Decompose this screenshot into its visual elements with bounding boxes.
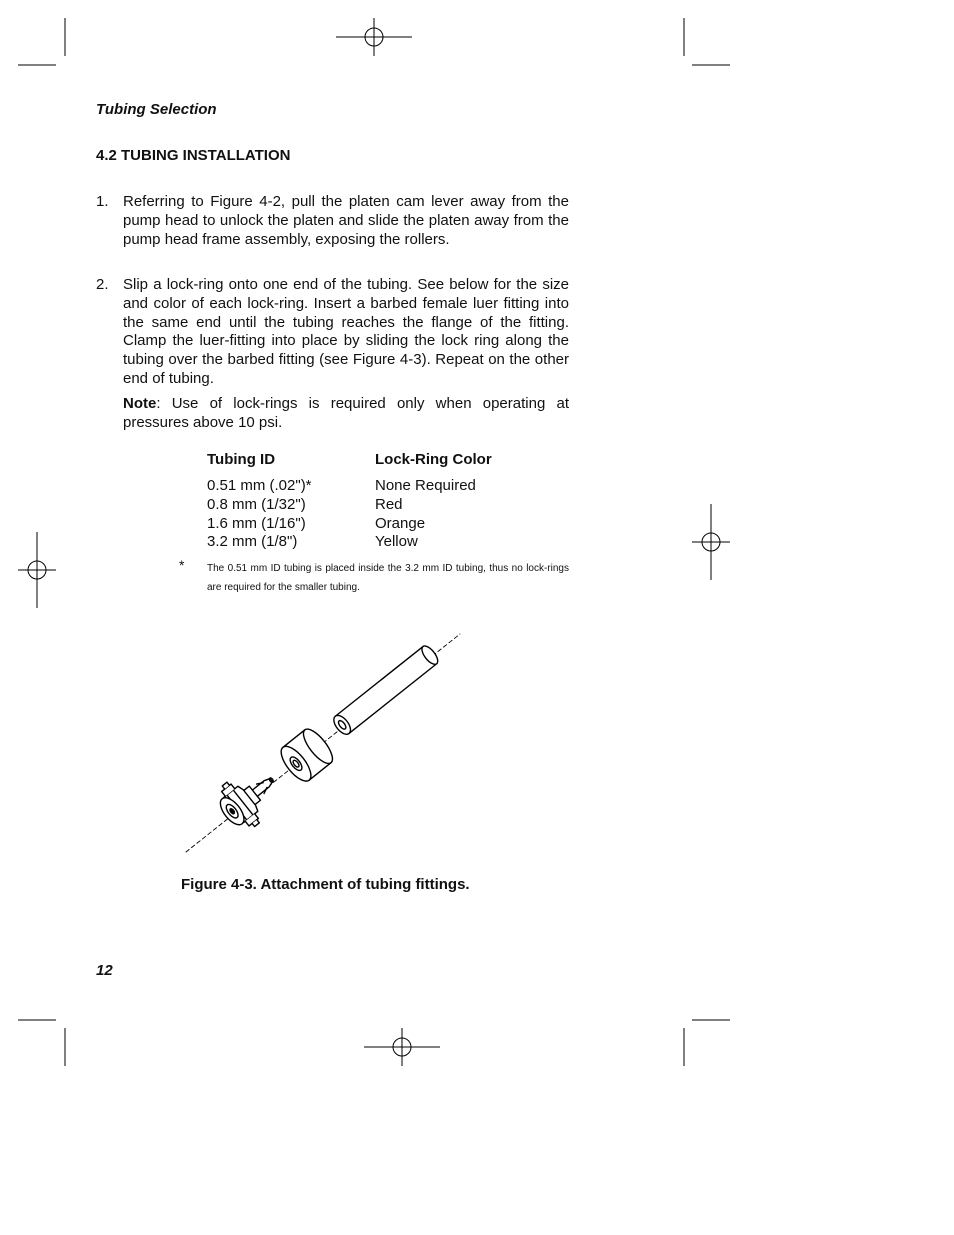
footnote-text: The 0.51 mm ID tubing is placed inside the 3.2 mm ID tubing, thus no lock-rings are required for the smaller tubing. bbox=[207, 563, 569, 593]
tubing-id-cell: 1.6 mm (1/16") bbox=[207, 514, 306, 532]
note-label: Note bbox=[123, 395, 157, 412]
step-2 bbox=[96, 276, 569, 389]
column-header-lock-ring-color: Lock-Ring Color bbox=[375, 451, 492, 468]
step-1 bbox=[96, 193, 569, 249]
step-text: Referring to Figure 4-2, pull the platen cam lever away from the pump head to unlock the platen and slide the platen away from the pump head frame assembly, exposing the rollers. bbox=[123, 193, 569, 248]
figure-caption: Figure 4-3. Attachment of tubing fittings. bbox=[181, 876, 470, 893]
step-number: 2. bbox=[96, 276, 109, 293]
tubing-id-cell: 3.2 mm (1/8") bbox=[207, 533, 298, 551]
tubing-id-cell: 0.8 mm (1/32") bbox=[207, 495, 306, 513]
tubing-id-cell: 0.51 mm (.02")* bbox=[207, 477, 312, 494]
lock-ring-color-cell: Red bbox=[375, 495, 403, 513]
step-text: Slip a lock-ring onto one end of the tubing. See below for the size and color of each lock-ring. Insert a barbed female luer fitting into the same end until the tubing reaches the flange of the fitting. Clamp the luer-fitting into place by sliding the lock ring along the tubing over the barbed fitting (see Figure 4-3). Repeat on the other end of tubing. bbox=[123, 276, 569, 387]
footnote-marker: * bbox=[179, 557, 185, 573]
page-number: 12 bbox=[96, 962, 113, 979]
lock-ring-color-cell: Orange bbox=[375, 514, 426, 532]
section-title: 4.2 TUBING INSTALLATION bbox=[96, 147, 291, 164]
step-number: 1. bbox=[96, 193, 109, 210]
lock-ring-color-cell: Yellow bbox=[375, 533, 418, 551]
column-header-tubing-id: Tubing ID bbox=[207, 451, 276, 468]
tubing-fittings-illustration bbox=[180, 630, 470, 860]
running-header: Tubing Selection bbox=[96, 101, 217, 118]
note-text: : Use of lock-rings is required only when operating at pressures above 10 psi. bbox=[123, 395, 569, 431]
note bbox=[123, 395, 569, 433]
lock-ring-color-cell: None Required bbox=[375, 477, 476, 494]
